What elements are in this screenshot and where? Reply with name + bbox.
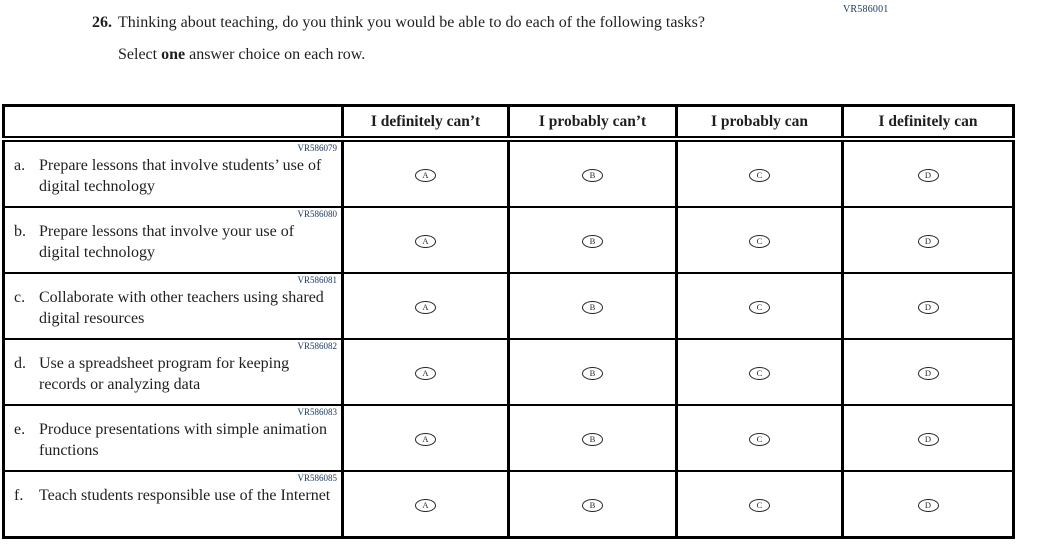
question-instruction	[118, 44, 790, 65]
question-block	[92, 12, 790, 65]
answer-bubble-b-probably-cant[interactable]: B	[582, 235, 603, 248]
answer-bubble-e-probably-cant[interactable]: B	[582, 433, 603, 446]
question-number: 26.	[92, 14, 112, 31]
table-row-c	[4, 273, 1014, 339]
row-vr-code: VR586080	[297, 209, 337, 219]
row-letter: e.	[14, 421, 26, 438]
answer-cell-a1	[343, 139, 509, 207]
answer-bubble-a-definitely-cant[interactable]: A	[415, 169, 436, 182]
answer-cell-f1	[343, 471, 509, 538]
header-row	[4, 106, 1014, 140]
column-header-probably-can: I probably can	[677, 106, 843, 140]
answer-bubble-b-probably-can[interactable]: C	[749, 235, 770, 248]
column-header-probably-cant: I probably can’t	[509, 106, 677, 140]
answer-cell-d4	[843, 339, 1014, 405]
question-body	[118, 12, 790, 65]
question-text: Thinking about teaching, do you think you would be able to do each of the following tasks?	[118, 14, 705, 31]
header-empty-cell	[4, 106, 343, 140]
answer-cell-f4	[843, 471, 1014, 538]
instruction-suffix: answer choice on each row.	[185, 46, 366, 63]
instruction-prefix: Select	[118, 46, 162, 63]
answer-cell-f3	[677, 471, 843, 538]
answer-cell-c3	[677, 273, 843, 339]
answer-cell-a4	[843, 139, 1014, 207]
row-text: Collaborate with other teachers using shared digital resources	[39, 289, 324, 327]
answer-bubble-f-probably-cant[interactable]: B	[582, 499, 603, 512]
row-vr-code: VR586079	[297, 143, 337, 153]
answer-bubble-e-probably-can[interactable]: C	[749, 433, 770, 446]
answer-cell-d1	[343, 339, 509, 405]
answer-cell-b3	[677, 207, 843, 273]
answer-bubble-c-definitely-cant[interactable]: A	[415, 301, 436, 314]
answer-cell-e2	[509, 405, 677, 471]
row-vr-code: VR586082	[297, 341, 337, 351]
answer-bubble-b-definitely-cant[interactable]: A	[415, 235, 436, 248]
row-label-cell	[4, 471, 343, 538]
form-code: VR586001	[843, 4, 889, 15]
row-text: Prepare lessons that involve your use of digital technology	[39, 223, 295, 261]
answer-bubble-f-probably-can[interactable]: C	[749, 499, 770, 512]
table-row-b	[4, 207, 1014, 273]
answer-bubble-a-probably-cant[interactable]: B	[582, 169, 603, 182]
answer-cell-e3	[677, 405, 843, 471]
table-row-d	[4, 339, 1014, 405]
table-row-f	[4, 471, 1014, 538]
row-letter: b.	[14, 223, 26, 240]
answer-cell-e4	[843, 405, 1014, 471]
answer-bubble-d-definitely-can[interactable]: D	[918, 367, 939, 380]
row-text: Use a spreadsheet program for keeping records or analyzing data	[39, 355, 290, 393]
answer-cell-a3	[677, 139, 843, 207]
answer-cell-b4	[843, 207, 1014, 273]
column-header-definitely-cant: I definitely can’t	[343, 106, 509, 140]
answer-cell-d2	[509, 339, 677, 405]
answer-bubble-d-probably-cant[interactable]: B	[582, 367, 603, 380]
row-vr-code: VR586085	[297, 473, 337, 483]
row-vr-code: VR586083	[297, 407, 337, 417]
answer-bubble-f-definitely-can[interactable]: D	[918, 499, 939, 512]
instruction-bold: one	[161, 46, 186, 63]
row-letter: f.	[14, 487, 24, 504]
answer-cell-c4	[843, 273, 1014, 339]
answer-bubble-d-definitely-cant[interactable]: A	[415, 367, 436, 380]
answer-cell-a2	[509, 139, 677, 207]
answer-bubble-a-definitely-can[interactable]: D	[918, 169, 939, 182]
answer-grid	[2, 104, 1015, 539]
row-text: Produce presentations with simple animation functions	[39, 421, 327, 459]
table-row-a	[4, 139, 1014, 207]
answer-bubble-e-definitely-cant[interactable]: A	[415, 433, 436, 446]
answer-bubble-f-definitely-cant[interactable]: A	[415, 499, 436, 512]
answer-bubble-c-probably-can[interactable]: C	[749, 301, 770, 314]
row-letter: a.	[14, 157, 26, 174]
row-letter: d.	[14, 355, 26, 372]
row-label-cell	[4, 207, 343, 273]
answer-bubble-e-definitely-can[interactable]: D	[918, 433, 939, 446]
answer-cell-b2	[509, 207, 677, 273]
answer-bubble-a-probably-can[interactable]: C	[749, 169, 770, 182]
table-row-e	[4, 405, 1014, 471]
answer-cell-d3	[677, 339, 843, 405]
column-header-definitely-can: I definitely can	[843, 106, 1014, 140]
row-letter: c.	[14, 289, 26, 306]
answer-cell-f2	[509, 471, 677, 538]
row-label-cell	[4, 273, 343, 339]
answer-bubble-d-probably-can[interactable]: C	[749, 367, 770, 380]
answer-cell-e1	[343, 405, 509, 471]
answer-bubble-c-definitely-can[interactable]: D	[918, 301, 939, 314]
row-text: Prepare lessons that involve students’ use of digital technology	[39, 157, 322, 195]
answer-cell-c2	[509, 273, 677, 339]
row-label-cell	[4, 139, 343, 207]
row-label-cell	[4, 405, 343, 471]
answer-bubble-c-probably-cant[interactable]: B	[582, 301, 603, 314]
row-vr-code: VR586081	[297, 275, 337, 285]
row-text: Teach students responsible use of the Internet	[39, 487, 331, 504]
answer-cell-c1	[343, 273, 509, 339]
answer-bubble-b-definitely-can[interactable]: D	[918, 235, 939, 248]
row-label-cell	[4, 339, 343, 405]
answer-cell-b1	[343, 207, 509, 273]
